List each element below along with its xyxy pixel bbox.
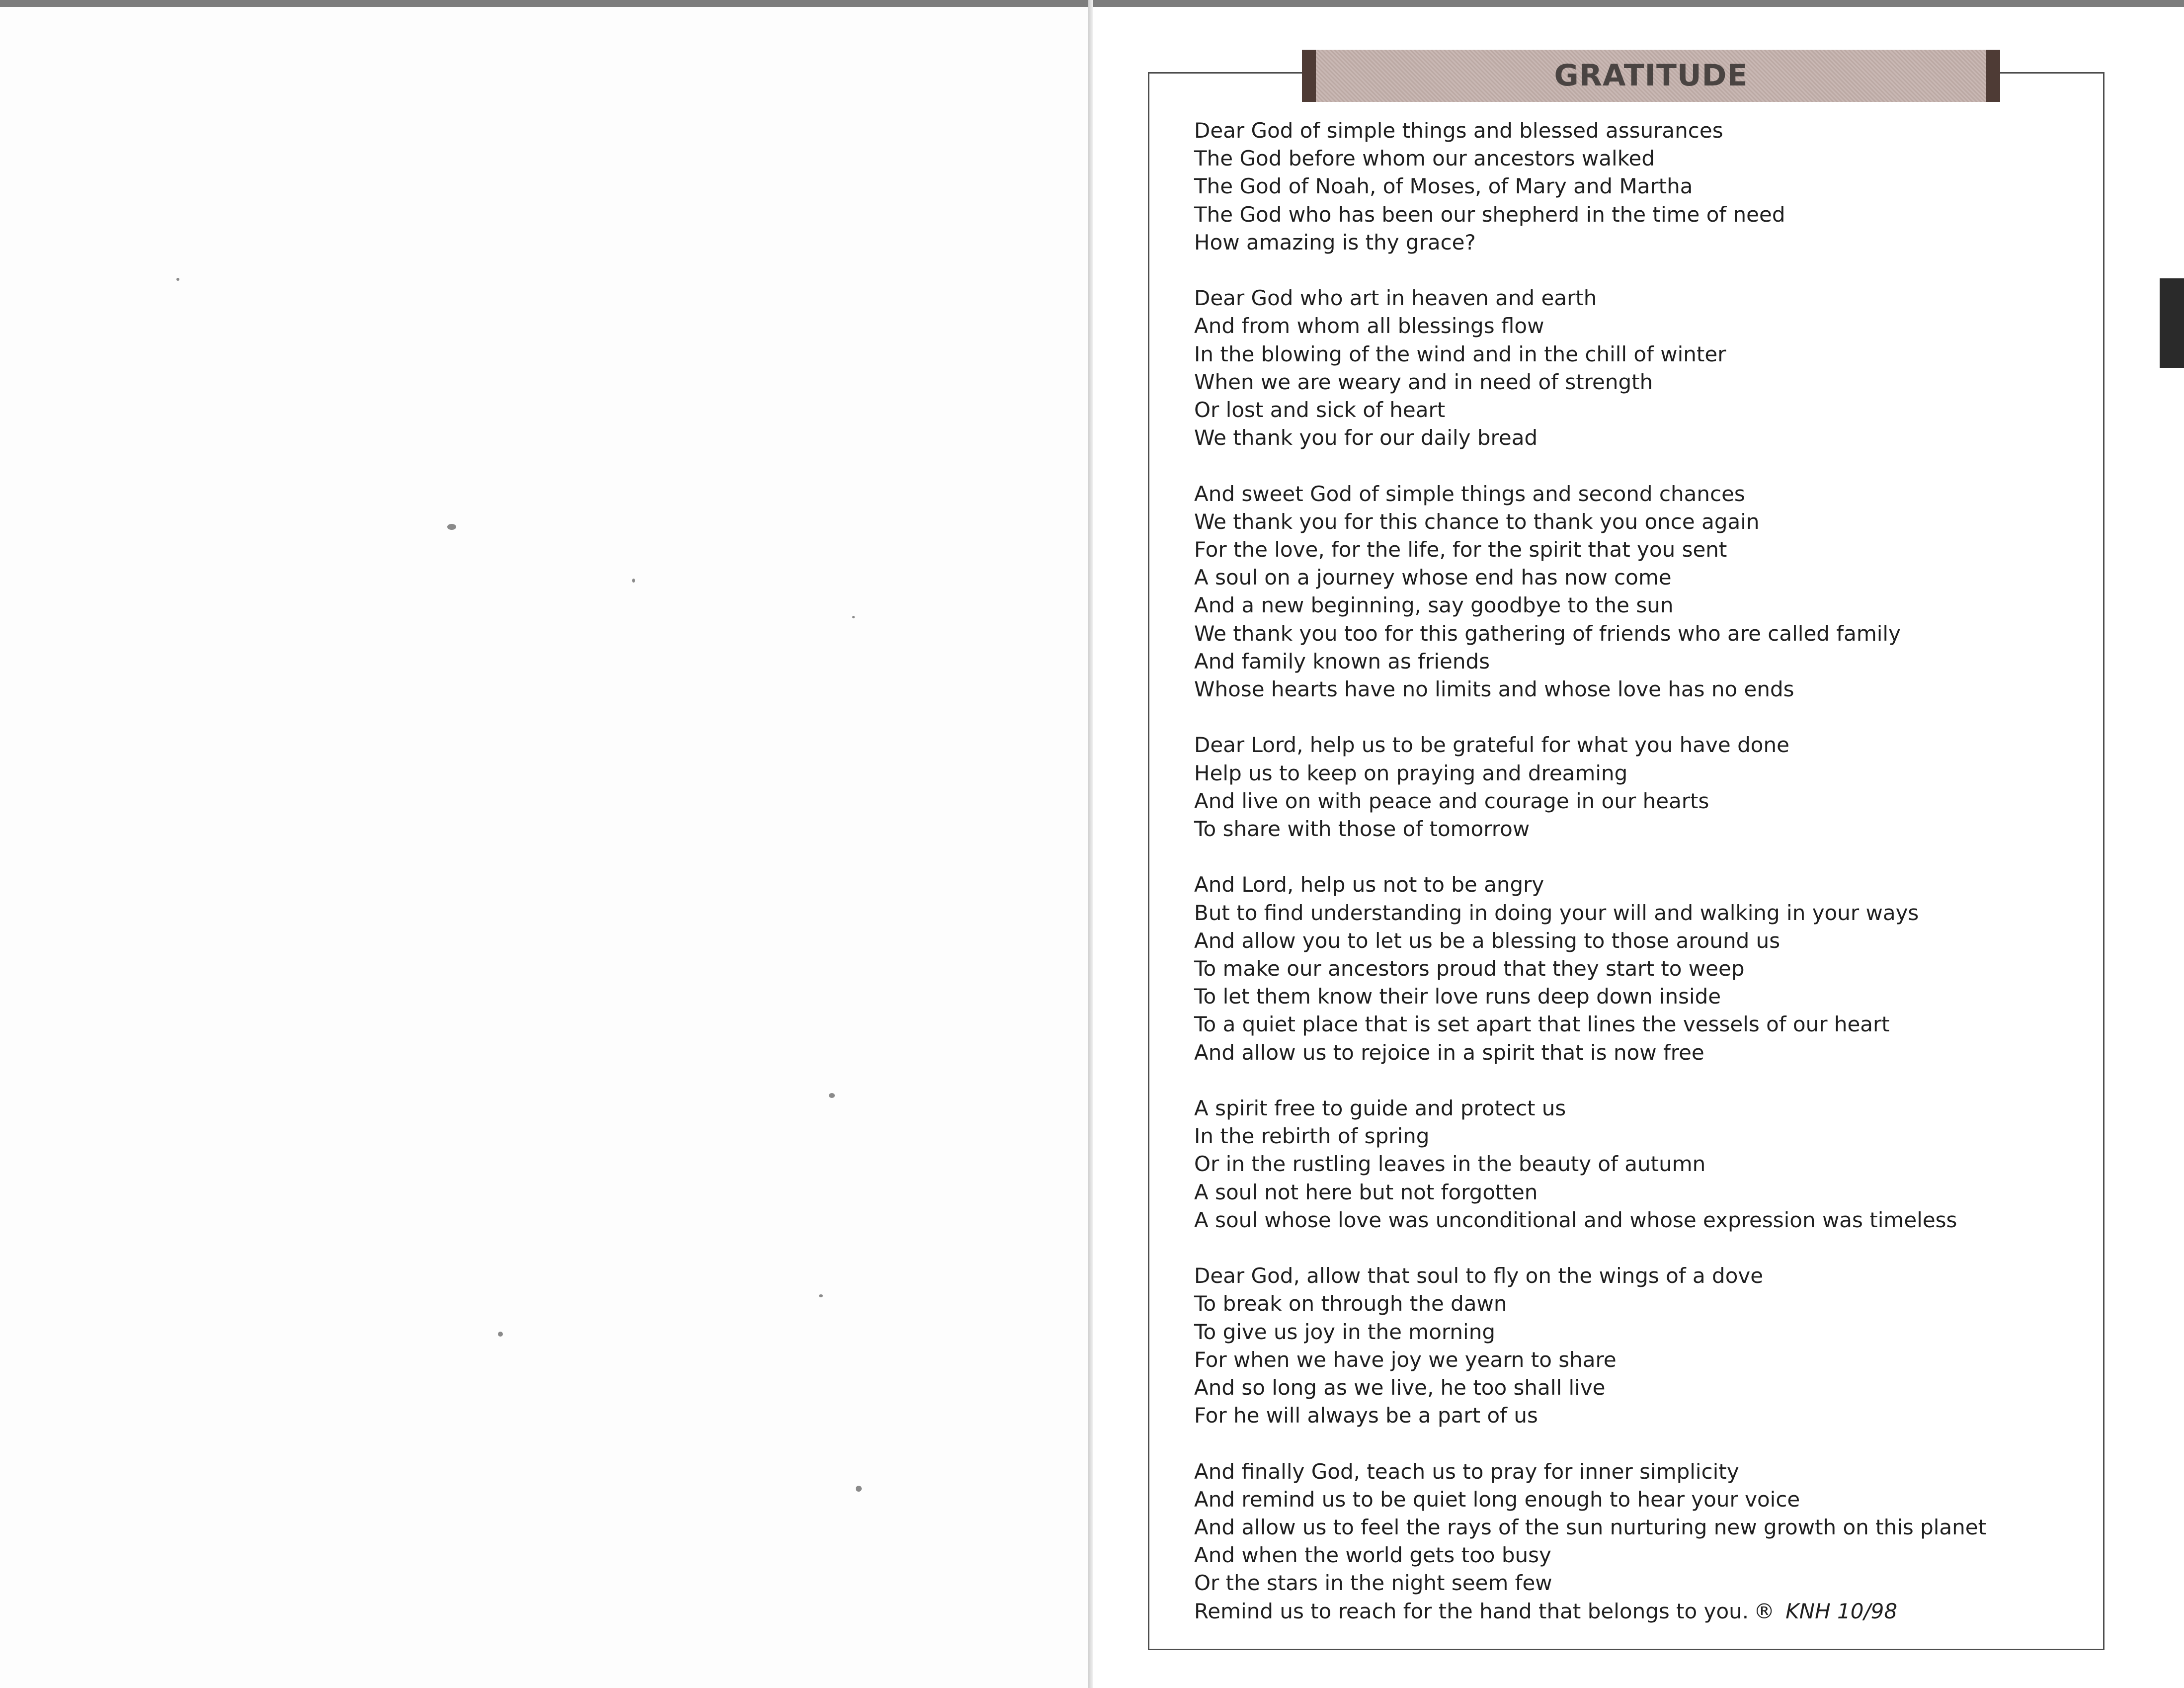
poem-line: And so long as we live, he too shall live [1194, 1375, 1606, 1400]
poem-line: A spirit free to guide and protect us [1194, 1096, 1566, 1121]
poem-line: Dear God, allow that soul to fly on the wings of a dove [1194, 1264, 1764, 1288]
paper-speck [498, 1332, 503, 1337]
poem-line: And sweet God of simple things and second chances [1194, 481, 1745, 506]
author-signature: KNH 10/98 [1785, 1599, 1898, 1623]
poem-line: A soul whose love was unconditional and whose expression was timeless [1194, 1207, 1957, 1232]
stanza [1194, 284, 2089, 452]
poem-line: A soul on a journey whose end has now come [1194, 565, 1672, 590]
paper-speck [632, 579, 635, 583]
poem-line: The God who has been our shepherd in the time of need [1194, 202, 1785, 227]
poem-line: To let them know their love runs deep down inside [1194, 984, 1721, 1009]
paper-speck [856, 1486, 862, 1492]
poem-line: And a new beginning, say goodbye to the sun [1194, 593, 1674, 618]
poem-line: And finally God, teach us to pray for inner simplicity [1194, 1459, 1739, 1484]
scan-right-edge [2160, 278, 2184, 368]
poem-line: We thank you for our daily bread [1194, 425, 1538, 450]
poem-line: And allow us to feel the rays of the sun nurturing new growth on this planet [1194, 1515, 1987, 1540]
registered-mark: ® [1754, 1599, 1775, 1623]
closing-text: Remind us to reach for the hand that belongs to you. [1194, 1599, 1749, 1623]
poem-line: To give us joy in the morning [1194, 1319, 1495, 1344]
poem-line: Or lost and sick of heart [1194, 398, 1446, 422]
poem-line: Dear God who art in heaven and earth [1194, 286, 1597, 311]
poem-line: For he will always be a part of us [1194, 1403, 1538, 1428]
poem-line: To break on through the dawn [1194, 1291, 1507, 1316]
poem-line: The God of Noah, of Moses, of Mary and Martha [1194, 174, 1693, 199]
poem-line: And allow you to let us be a blessing to those around us [1194, 928, 1780, 953]
poem-line: But to find understanding in doing your will and walking in your ways [1194, 900, 1919, 925]
closing-line [1194, 1598, 2089, 1625]
poem-line: And live on with peace and courage in our hearts [1194, 788, 1709, 813]
poem-line: Or the stars in the night seem few [1194, 1571, 1552, 1596]
poem-line: To a quiet place that is set apart that lines the vessels of our heart [1194, 1012, 1890, 1037]
poem-line: In the rebirth of spring [1194, 1124, 1430, 1149]
poem-title: GRATITUDE [1554, 58, 1748, 93]
poem-line: Help us to keep on praying and dreaming [1194, 760, 1628, 785]
paper-speck [447, 524, 456, 530]
poem-body [1194, 117, 2089, 1653]
stanza [1194, 731, 2089, 843]
stanza [1194, 871, 2089, 1066]
paper-speck [829, 1093, 835, 1098]
poem-line: In the blowing of the wind and in the chill of winter [1194, 341, 1726, 366]
title-banner [1302, 50, 2000, 102]
poem-line: A soul not here but not forgotten [1194, 1180, 1538, 1204]
blank-left-page [0, 7, 1088, 1688]
poem-line: And Lord, help us not to be angry [1194, 872, 1544, 897]
poem-line: To share with those of tomorrow [1194, 817, 1530, 842]
poem-line: And from whom all blessings flow [1194, 314, 1544, 338]
poem-line: Dear God of simple things and blessed assurances [1194, 118, 1723, 143]
poem-line: And family known as friends [1194, 649, 1490, 674]
poem-line: And remind us to be quiet long enough to hear your voice [1194, 1487, 1800, 1512]
stanza [1194, 1095, 2089, 1234]
poem-line: And allow us to rejoice in a spirit that is now free [1194, 1040, 1704, 1065]
poem-line: For when we have joy we yearn to share [1194, 1347, 1617, 1372]
poem-line: We thank you for this chance to thank you once again [1194, 509, 1760, 534]
poem-line: We thank you too for this gathering of friends who are called family [1194, 621, 1901, 646]
stanza [1194, 117, 2089, 256]
poem-line: Or in the rustling leaves in the beauty of autumn [1194, 1152, 1706, 1177]
poem-line: When we are weary and in need of strength [1194, 369, 1653, 394]
poem-line: How amazing is thy grace? [1194, 230, 1476, 254]
page-fold [1088, 0, 1093, 1688]
poem-line: Whose hearts have no limits and whose love has no ends [1194, 677, 1794, 702]
poem-line: For the love, for the life, for the spirit that you sent [1194, 537, 1727, 562]
paper-speck [852, 616, 855, 618]
poem-line: And when the world gets too busy [1194, 1543, 1551, 1568]
poem-line: To make our ancestors proud that they start to weep [1194, 956, 1745, 981]
stanza [1194, 1458, 2089, 1625]
paper-speck [819, 1294, 823, 1297]
poem-line: Dear Lord, help us to be grateful for what you have done [1194, 733, 1789, 758]
paper-speck [176, 278, 179, 281]
poem-line: The God before whom our ancestors walked [1194, 146, 1655, 171]
stanza [1194, 480, 2089, 704]
stanza [1194, 1262, 2089, 1430]
